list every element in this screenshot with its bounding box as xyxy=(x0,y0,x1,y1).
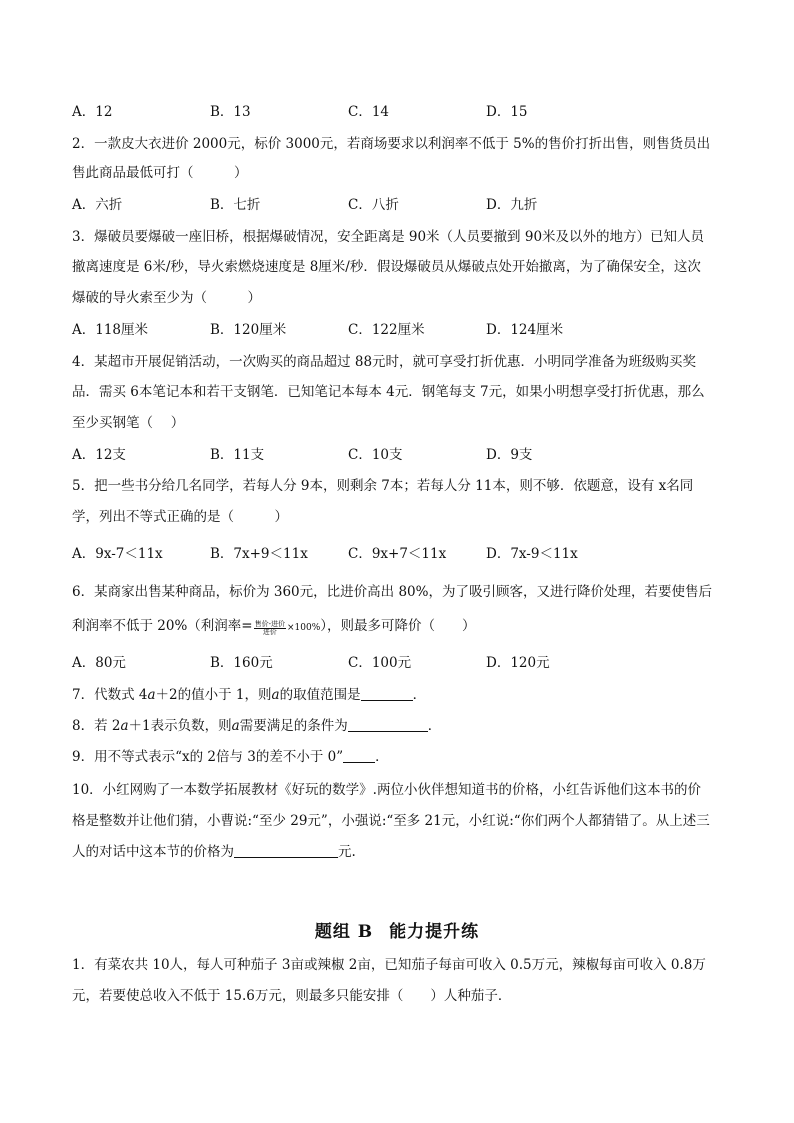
q10-line-3 xyxy=(72,843,724,861)
q5-line-2: 学，列出不等式正确的是（ ） xyxy=(72,509,288,525)
q6-percent-factor: ×100% xyxy=(286,623,321,633)
q4-option-b: B．11支 xyxy=(210,447,265,463)
q6-option-a: A．80元 xyxy=(72,655,126,671)
q8-mid: ＋1表示负数，则 xyxy=(128,718,232,734)
q6-line-1: 6．某商家出售某种商品，标价为 360元，比进价高出 80%，为了吸引顾客，又进行降价处理，若要使售后 xyxy=(72,584,712,600)
q2-option-b: B．七折 xyxy=(210,197,261,213)
q4-option-a: A．12支 xyxy=(72,447,126,463)
q3-option-b: B．120厘米 xyxy=(210,322,287,338)
q7-answer-blank[interactable] xyxy=(361,686,413,701)
q10-answer-blank[interactable] xyxy=(234,843,338,858)
q4-line-1: 4．某超市开展促销活动，一次购买的商品超过 88元时，就可享受打折优惠．小明同学准备为班级购买奖 xyxy=(72,354,697,370)
q1-option-d: D．15 xyxy=(486,104,528,120)
q4-option-c: C．10支 xyxy=(348,447,403,463)
profit-rate-fraction xyxy=(254,621,286,636)
q9-answer-blank[interactable] xyxy=(343,748,375,763)
q10-line-3-pre: 人的对话中这本节的价格为 xyxy=(72,844,234,860)
q4-line-2: 品．需买 6本笔记本和若干支钢笔．已知笔记本每本 4元．钢笔每支 7元，如果小明想享受打折优惠，那么 xyxy=(72,384,705,400)
q8-var-a: a xyxy=(120,718,129,734)
q6-line-2-post: ），则最多可降价（ ） xyxy=(320,618,476,634)
q7-mid: ＋2的值小于 1，则 xyxy=(155,687,272,703)
q9-text: 9．用不等式表示“x的 2倍与 3的差不小于 0” xyxy=(72,749,344,765)
q3-option-c: C．122厘米 xyxy=(348,322,425,338)
q6-option-d: D．120元 xyxy=(486,655,550,671)
q5-option-c: C．9x+7＜11x xyxy=(348,546,447,562)
q7-var-a-2: a xyxy=(271,687,280,703)
q9-end: ． xyxy=(375,749,389,765)
q8-answer-blank[interactable] xyxy=(348,717,428,732)
q7-end: ． xyxy=(412,687,427,703)
q2-option-a: A．六折 xyxy=(72,197,123,213)
q5-option-d: D．7x-9＜11x xyxy=(486,546,578,562)
q3-line-1: 3．爆破员要爆破一座旧桥，根据爆破情况，安全距离是 90米（人员要撤到 90米及以外的地方）已知人员 xyxy=(72,229,705,245)
q2-line-1: 2．一款皮大衣进价 2000元，标价 3000元，若商场要求以利润率不低于 5%的售价打折出售，则售货员出 xyxy=(72,136,711,152)
q1-option-b: B．13 xyxy=(210,104,251,120)
q1-option-c: C．14 xyxy=(348,104,390,120)
q3-line-2: 撤离速度是 6米/秒，导火索燃烧速度是 8厘米/秒．假设爆破员从爆破点处开始撤离，为了确保安全，这次 xyxy=(72,259,701,275)
q4-line-3: 至少买钢笔（ ） xyxy=(72,415,185,431)
q8-pre: 8．若 2 xyxy=(72,718,121,734)
q6-line-2-pre: 利润率不低于 20%（利润率= xyxy=(72,618,253,634)
q10-line-3-post: 元. xyxy=(338,844,356,860)
q5-line-1: 5．把一些书分给几名同学，若每人分 9本，则剩余 7本；若每人分 11本，则不够．依题意，设有 x名同 xyxy=(72,478,694,494)
q5-option-a: A．9x-7＜11x xyxy=(72,546,163,562)
q6-line-2 xyxy=(72,617,724,637)
b1-line-2: 元，若要使总收入不低于 15.6万元，则最多只能安排（ ）人种茄子． xyxy=(72,988,512,1004)
q5-option-b: B．7x+9＜11x xyxy=(210,546,308,562)
q10-line-1: 10．小红网购了一本数学拓展教材《好玩的数学》.两位小伙伴想知道书的价格，小红告诉他们这本书的价 xyxy=(72,782,701,798)
fraction-numerator: 售价-进价 xyxy=(254,620,285,628)
q7-post: 的取值范围是 xyxy=(279,687,361,703)
q2-option-d: D．九折 xyxy=(486,197,538,213)
q3-option-d: D．124厘米 xyxy=(486,322,564,338)
q8-post: 需要满足的条件为 xyxy=(239,718,348,734)
q6-option-c: C．100元 xyxy=(348,655,412,671)
q7-pre: 7．代数式 4 xyxy=(72,687,148,703)
q7-var-a: a xyxy=(147,687,156,703)
q3-line-3: 爆破的导火索至少为（ ） xyxy=(72,290,261,306)
fraction-denominator: 进价 xyxy=(262,628,277,636)
q1-option-a: A．12 xyxy=(72,104,113,120)
q8-line xyxy=(72,717,724,735)
q6-option-b: B．160元 xyxy=(210,655,273,671)
q2-line-2: 售此商品最低可打（ ） xyxy=(72,165,248,181)
section-label: 题组 B xyxy=(314,922,374,942)
q7-line xyxy=(72,686,724,704)
b1-line-1: 1．有菜农共 10人，每人可种茄子 3亩或辣椒 2亩，已知茄子每亩可收入 0.5万元，辣椒每亩可收入 0.8万 xyxy=(72,957,706,973)
q10-line-2: 格是整数并让他们猜，小曹说:“至少 29元”，小强说:“至多 21元，小红说:“你们两个人都猜错了。从上述三 xyxy=(72,813,710,829)
section-heading xyxy=(0,917,794,942)
q2-option-c: C．八折 xyxy=(348,197,399,213)
q8-end: ． xyxy=(427,718,442,734)
q8-var-a-2: a xyxy=(231,718,240,734)
section-title: 能力提升练 xyxy=(389,922,480,942)
q4-option-d: D．9支 xyxy=(486,447,533,463)
q9-line xyxy=(72,748,724,766)
q3-option-a: A．118厘米 xyxy=(72,322,149,338)
